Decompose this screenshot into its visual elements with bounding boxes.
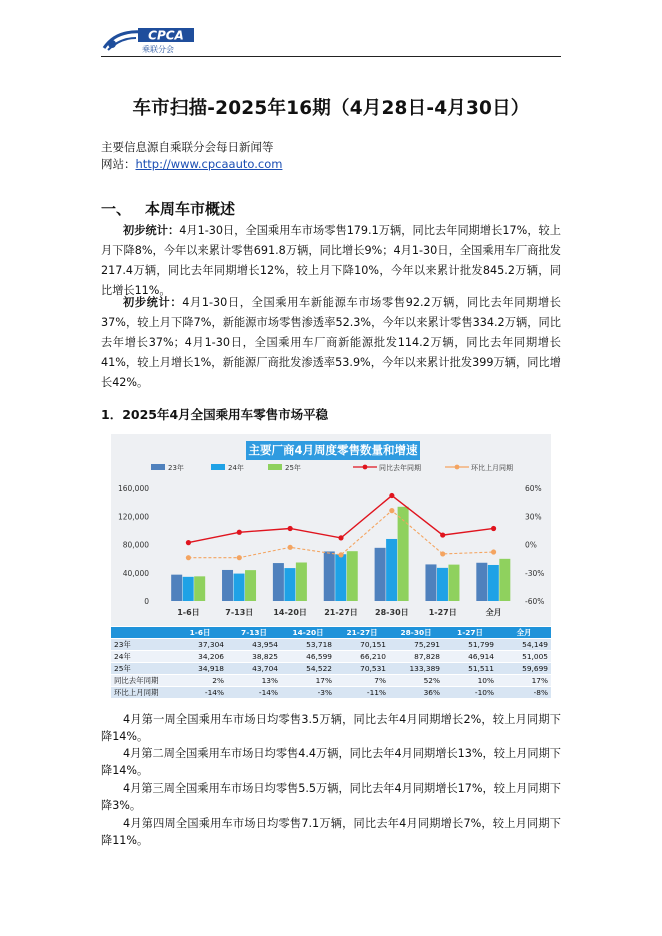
bar-25年 xyxy=(448,565,459,601)
legend-label: 同比去年同期 xyxy=(379,464,421,472)
point-同比去年同期 xyxy=(491,526,496,531)
bar-24年 xyxy=(284,568,295,601)
svg-text:CPCA: CPCA xyxy=(148,28,184,43)
table-cell: 10% xyxy=(443,675,497,687)
week-summary-1: 4月第一周全国乘用车市场日均零售3.5万辆，同比去年4月同期增长2%，较上月同期下降14%。 xyxy=(101,713,561,744)
subsection-heading: 1．2025年4月全国乘用车零售市场平稳 xyxy=(101,407,329,422)
table-cell: 70,151 xyxy=(335,639,389,651)
table-cell: 51,005 xyxy=(497,651,551,663)
table-cell: 13% xyxy=(227,675,281,687)
row-label: 23年 xyxy=(111,639,173,651)
legend-label: 24年 xyxy=(228,464,244,472)
x-tick-label: 28-30日 xyxy=(375,608,409,617)
y-left-tick-label: 40,000 xyxy=(122,568,149,578)
x-tick-label: 全月 xyxy=(485,608,502,617)
table-cell: -11% xyxy=(335,687,389,699)
table-cell: 34,918 xyxy=(173,663,227,675)
table-header-cell: 7-13日 xyxy=(227,627,281,639)
bar-24年 xyxy=(183,577,194,601)
point-同比去年同期 xyxy=(389,493,394,498)
bar-25年 xyxy=(398,507,409,601)
week-summary-3: 4月第三周全国乘用车市场日均零售5.5万辆，同比去年4月同期增长17%，较上月同期下降3%。 xyxy=(101,782,561,813)
para-lead: 初步统计： xyxy=(123,296,183,309)
legend-label: 23年 xyxy=(168,464,184,472)
bar-24年 xyxy=(488,565,499,601)
bar-23年 xyxy=(476,563,487,601)
week-summary-2: 4月第二周全国乘用车市场日均零售4.4万辆，同比去年4月同期增长13%，较上月同期下降14%。 xyxy=(101,747,561,778)
x-tick-label: 1-6日 xyxy=(177,608,200,617)
table-cell: 38,825 xyxy=(227,651,281,663)
table-header-cell: 28-30日 xyxy=(389,627,443,639)
x-tick-label: 14-20日 xyxy=(273,608,307,617)
x-tick-label: 7-13日 xyxy=(225,608,254,617)
table-header-cell: 全月 xyxy=(497,627,551,639)
table-cell: 36% xyxy=(389,687,443,699)
week-summary-4: 4月第四周全国乘用车市场日均零售7.1万辆，同比去年4月同期增长7%，较上月同期下降11%。 xyxy=(101,817,561,848)
chart-data-table xyxy=(111,627,551,699)
bar-23年 xyxy=(273,563,284,601)
row-label: 环比上月同期 xyxy=(111,687,173,699)
y-left-tick-label: 160,000 xyxy=(117,484,149,493)
bar-23年 xyxy=(375,548,386,601)
table-cell: 87,828 xyxy=(389,651,443,663)
y-right-tick-label: 30% xyxy=(525,512,542,522)
y-left-tick-label: 120,000 xyxy=(117,512,149,522)
table-cell: 17% xyxy=(281,675,335,687)
point-环比上月同期 xyxy=(186,555,191,560)
point-环比上月同期 xyxy=(389,508,394,513)
table-cell: 51,511 xyxy=(443,663,497,675)
x-tick-label: 21-27日 xyxy=(324,608,358,617)
table-cell: 52% xyxy=(389,675,443,687)
bar-24年 xyxy=(437,568,448,601)
point-环比上月同期 xyxy=(491,549,496,554)
website-link[interactable]: http://www.cpcaauto.com xyxy=(135,157,283,171)
point-环比上月同期 xyxy=(440,551,445,556)
bar-25年 xyxy=(194,576,205,601)
table-header-cell xyxy=(111,627,173,639)
bar-25年 xyxy=(296,562,307,601)
y-right-tick-label: 0% xyxy=(525,540,537,550)
bar-25年 xyxy=(499,559,510,601)
table-row xyxy=(111,651,551,663)
bar-24年 xyxy=(386,539,397,601)
table-header-cell: 14-20日 xyxy=(281,627,335,639)
table-cell: -10% xyxy=(443,687,497,699)
point-环比上月同期 xyxy=(338,552,343,557)
bar-24年 xyxy=(335,554,346,601)
legend-swatch-23年 xyxy=(151,464,165,470)
bar-25年 xyxy=(347,551,358,601)
table-cell: 51,799 xyxy=(443,639,497,651)
point-同比去年同期 xyxy=(186,540,191,545)
point-同比去年同期 xyxy=(440,532,445,537)
legend-swatch-24年 xyxy=(211,464,225,470)
y-left-tick-label: 0 xyxy=(144,597,149,606)
bar-23年 xyxy=(171,575,182,601)
table-cell: 54,149 xyxy=(497,639,551,651)
bar-23年 xyxy=(222,570,233,601)
table-cell: 17% xyxy=(497,675,551,687)
table-row xyxy=(111,675,551,687)
table-cell: -14% xyxy=(227,687,281,699)
legend-label: 环比上月同期 xyxy=(471,464,513,472)
table-cell: 59,699 xyxy=(497,663,551,675)
table-cell: 54,522 xyxy=(281,663,335,675)
bar-23年 xyxy=(324,551,335,601)
legend-swatch-25年 xyxy=(268,464,282,470)
table-cell: 7% xyxy=(335,675,389,687)
table-cell: 66,210 xyxy=(335,651,389,663)
bar-23年 xyxy=(425,564,436,601)
row-label: 25年 xyxy=(111,663,173,675)
table-cell: 34,206 xyxy=(173,651,227,663)
row-label: 同比去年同期 xyxy=(111,675,173,687)
paragraph-nev xyxy=(101,293,561,393)
point-环比上月同期 xyxy=(237,555,242,560)
section-number: 一、 xyxy=(101,200,132,218)
table-body xyxy=(111,639,551,699)
header-divider xyxy=(101,56,561,57)
table-cell: 70,531 xyxy=(335,663,389,675)
x-tick-label: 1-27日 xyxy=(428,608,457,617)
point-同比去年同期 xyxy=(288,526,293,531)
para-text: 4月1-30日，全国乘用车新能源车市场零售92.2万辆，同比去年同期增长37%，较上月下降7%，新能源市场零售渗透率52.3%，今年以来累计零售334.2万辆，同比去年增长37%；4月1-30日，全国乘用车厂商新能源批发114.2万辆，同比去年同期增长41%，较上月增长1%，新能源厂商批发渗透率53.9%，今年以来累计批发399万辆，同比增长42%。 xyxy=(101,296,561,390)
table-cell: 75,291 xyxy=(389,639,443,651)
table-cell: 43,954 xyxy=(227,639,281,651)
table-cell: -3% xyxy=(281,687,335,699)
table-cell: 46,599 xyxy=(281,651,335,663)
row-label: 24年 xyxy=(111,651,173,663)
y-right-tick-label: -30% xyxy=(525,568,545,578)
weekly-retail-chart xyxy=(111,434,551,626)
bar-25年 xyxy=(245,570,256,601)
table-row xyxy=(111,639,551,651)
legend-label: 25年 xyxy=(285,464,301,472)
section-heading xyxy=(101,198,235,219)
table-cell: 2% xyxy=(173,675,227,687)
website-label: 网站： xyxy=(101,157,136,171)
legend-marker-同比去年同期 xyxy=(363,465,368,470)
table-cell: 133,389 xyxy=(389,663,443,675)
para-text: 4月1-30日，全国乘用车市场零售179.1万辆，同比去年同期增长17%，较上月下降8%，今年以来累计零售691.8万辆，同比增长9%；4月1-30日，全国乘用车厂商批发217.4万辆，同比去年同期增长12%，较上月下降10%，今年以来累计批发845.2万辆，同比增长11%。 xyxy=(101,224,561,298)
table-cell: -8% xyxy=(497,687,551,699)
website-line xyxy=(101,156,282,172)
paragraph-retail xyxy=(101,221,561,301)
y-left-tick-label: 80,000 xyxy=(122,540,149,550)
logo-sub-text: 乘联分会 xyxy=(142,45,174,54)
cpca-logo xyxy=(102,26,197,54)
table-row xyxy=(111,663,551,675)
y-right-tick-label: 60% xyxy=(525,484,542,493)
section-title: 本周车市概述 xyxy=(145,200,236,218)
document-title: 车市扫描-2025年16期（4月28日-4月30日） xyxy=(132,98,530,119)
table-row xyxy=(111,687,551,699)
bar-24年 xyxy=(234,574,245,601)
table-cell: 37,304 xyxy=(173,639,227,651)
table-cell: 46,914 xyxy=(443,651,497,663)
legend-marker-环比上月同期 xyxy=(455,465,460,470)
chart-title: 主要厂商4月周度零售数量和增速 xyxy=(246,441,420,460)
point-同比去年同期 xyxy=(237,530,242,535)
table-header-row xyxy=(111,627,551,639)
table-cell: 43,704 xyxy=(227,663,281,675)
point-同比去年同期 xyxy=(338,535,343,540)
para-lead: 初步统计： xyxy=(123,224,180,237)
table-cell: -14% xyxy=(173,687,227,699)
table-header-cell: 21-27日 xyxy=(335,627,389,639)
source-line: 主要信息源自乘联分会每日新闻等 xyxy=(101,140,274,154)
table-header-cell: 1-27日 xyxy=(443,627,497,639)
table-header-cell: 1-6日 xyxy=(173,627,227,639)
y-right-tick-label: -60% xyxy=(525,597,545,606)
table-cell: 53,718 xyxy=(281,639,335,651)
point-环比上月同期 xyxy=(288,545,293,550)
